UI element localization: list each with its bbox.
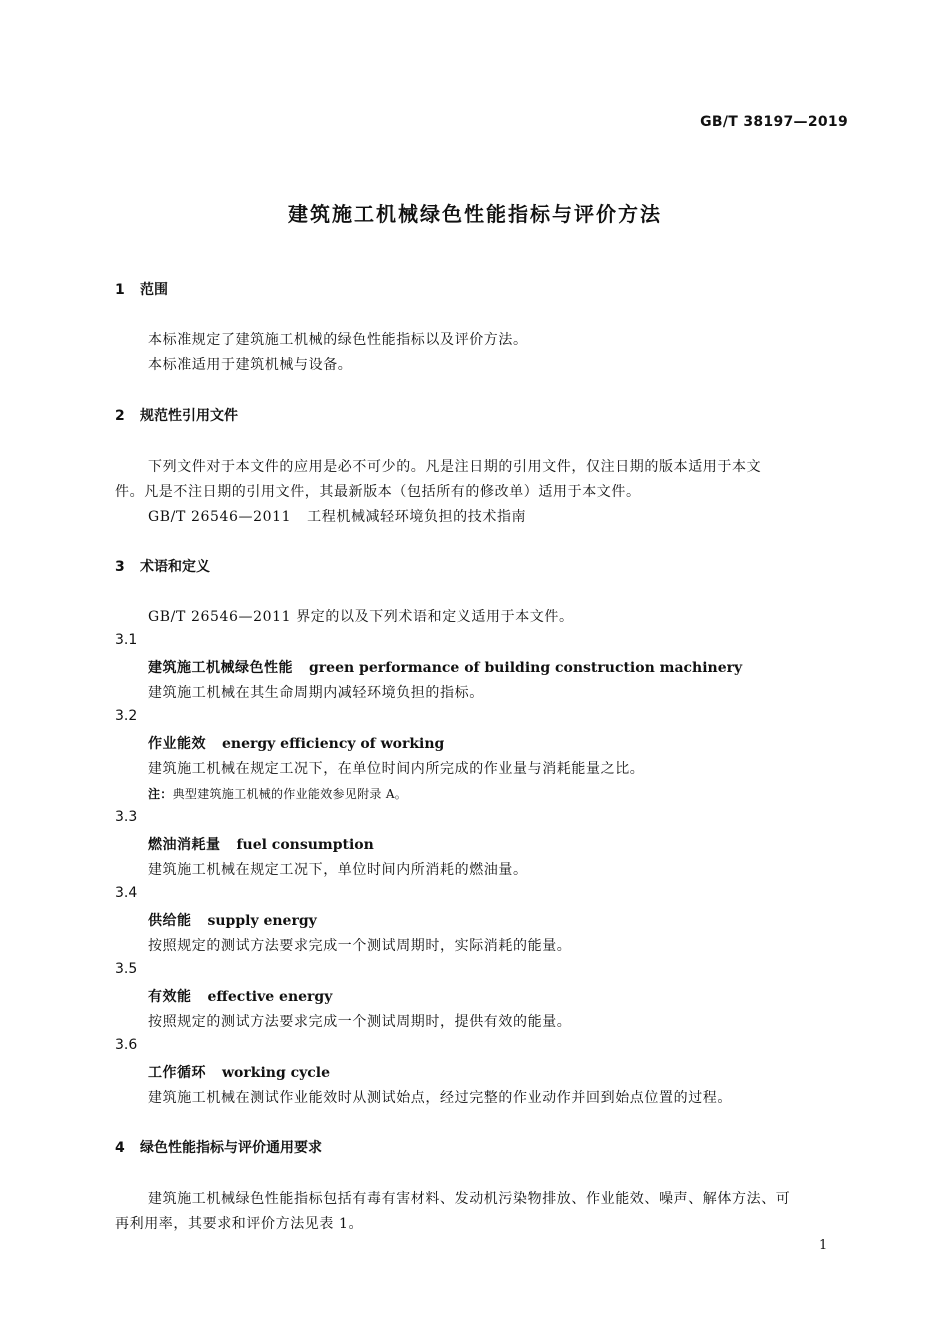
section-number: 2 (115, 408, 125, 424)
note-text: 典型建筑施工机械的作业能效参见附录 A。 (172, 787, 408, 801)
term-definition: 建筑施工机械在规定工况下，单位时间内所消耗的燃油量。 (148, 862, 528, 878)
term-heading (148, 657, 742, 677)
section-3-intro: GB/T 26546—2011 界定的以及下列术语和定义适用于本文件。 (148, 609, 574, 625)
term-heading (148, 834, 374, 854)
term-heading (148, 1062, 330, 1082)
section-number: 3 (115, 559, 125, 575)
term-heading (148, 910, 317, 930)
term-zh: 工作循环 (148, 1065, 206, 1081)
term-definition: 建筑施工机械在测试作业能效时从测试始点，经过完整的作业动作并回到始点位置的过程。 (148, 1090, 732, 1106)
section-1-heading (115, 279, 168, 299)
term-number: 3.3 (115, 809, 138, 825)
term-number: 3.5 (115, 961, 138, 977)
term-en: energy efficiency of working (222, 736, 445, 752)
term-zh: 供给能 (148, 913, 192, 929)
section-4-paragraph-line-1: 建筑施工机械绿色性能指标包括有毒有害材料、发动机污染物排放、作业能效、噪声、解体方法、可 (148, 1191, 791, 1207)
section-title: 术语和定义 (140, 559, 210, 575)
term-number: 3.1 (115, 632, 138, 648)
term-definition: 按照规定的测试方法要求完成一个测试周期时，实际消耗的能量。 (148, 938, 572, 954)
note-label: 注： (148, 787, 173, 801)
term-definition: 建筑施工机械在规定工况下，在单位时间内所完成的作业量与消耗能量之比。 (148, 761, 645, 777)
reference-title: 工程机械减轻环境负担的技术指南 (307, 509, 527, 525)
term-en: effective energy (207, 989, 333, 1005)
term-heading (148, 733, 444, 753)
document-title: 建筑施工机械绿色性能指标与评价方法 (288, 202, 662, 226)
term-en: supply energy (207, 913, 317, 929)
section-3-heading (115, 556, 210, 576)
section-1-paragraph-2: 本标准适用于建筑机械与设备。 (148, 357, 353, 373)
term-zh: 建筑施工机械绿色性能 (148, 660, 293, 676)
term-en: green performance of building construction machinery (309, 660, 743, 676)
section-title: 绿色性能指标与评价通用要求 (140, 1140, 322, 1156)
section-4-heading (115, 1137, 322, 1157)
section-2-heading (115, 405, 238, 425)
term-heading (148, 986, 332, 1006)
term-definition: 建筑施工机械在其生命周期内减轻环境负担的指标。 (148, 685, 484, 701)
section-number: 1 (115, 282, 125, 298)
normative-reference (148, 506, 526, 526)
section-title: 规范性引用文件 (140, 408, 238, 424)
reference-code: GB/T 26546—2011 (148, 509, 292, 525)
term-number: 3.4 (115, 885, 138, 901)
standard-code: GB/T 38197—2019 (700, 114, 848, 130)
section-2-paragraph-line-1: 下列文件对于本文件的应用是必不可少的。凡是注日期的引用文件，仅注日期的版本适用于本文 (148, 459, 762, 475)
section-number: 4 (115, 1140, 125, 1156)
term-zh: 有效能 (148, 989, 192, 1005)
term-number: 3.2 (115, 708, 138, 724)
term-en: working cycle (222, 1065, 331, 1081)
term-zh: 作业能效 (148, 736, 206, 752)
term-en: fuel consumption (236, 837, 374, 853)
section-1-paragraph-1: 本标准规定了建筑施工机械的绿色性能指标以及评价方法。 (148, 332, 528, 348)
term-definition: 按照规定的测试方法要求完成一个测试周期时，提供有效的能量。 (148, 1014, 572, 1030)
term-note (148, 785, 407, 802)
term-zh: 燃油消耗量 (148, 837, 221, 853)
term-number: 3.6 (115, 1037, 138, 1053)
page-number: 1 (819, 1238, 828, 1253)
section-title: 范围 (140, 282, 168, 298)
section-2-paragraph-line-2: 件。凡是不注日期的引用文件，其最新版本（包括所有的修改单）适用于本文件。 (115, 484, 641, 500)
section-4-paragraph-line-2: 再利用率，其要求和评价方法见表 1。 (115, 1216, 364, 1232)
